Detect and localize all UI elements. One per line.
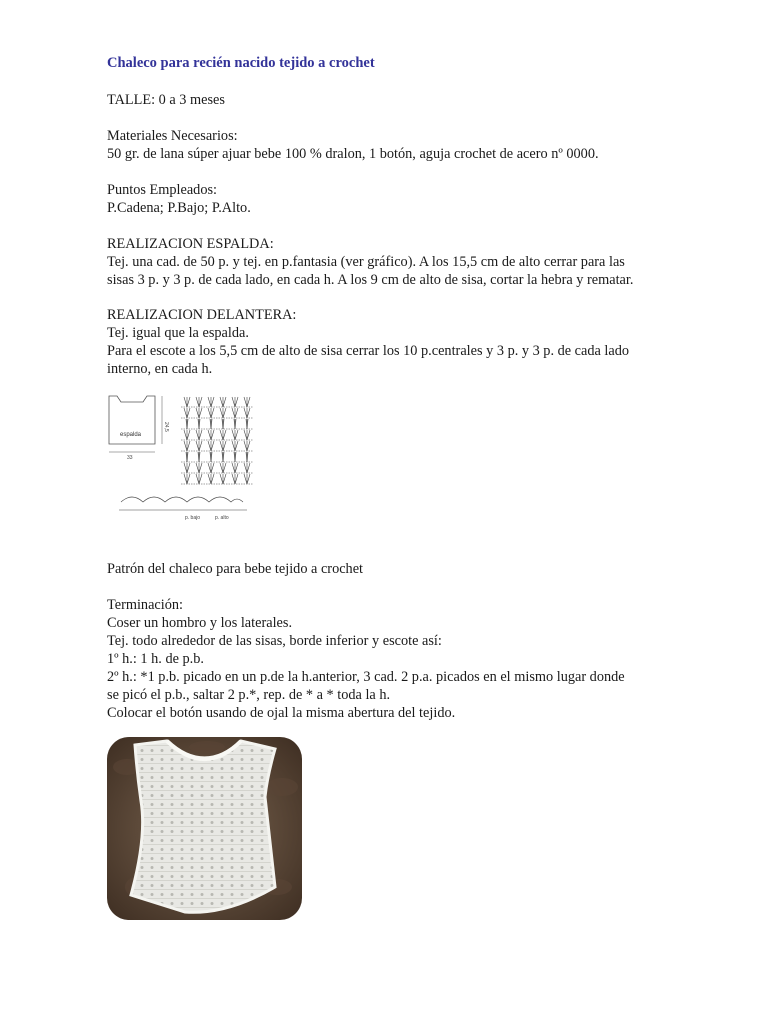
- schematic-panel-label: espalda: [120, 432, 142, 438]
- width-dimension-label: 33: [127, 455, 133, 461]
- chart-stitch: [184, 474, 187, 484]
- chart-stitch: [208, 430, 211, 440]
- vest-body: [131, 741, 275, 912]
- chart-stitch: [220, 463, 223, 473]
- chart-stitch: [184, 441, 187, 451]
- chart-stitch: [211, 463, 214, 473]
- chart-stitch: [187, 474, 190, 484]
- chart-stitch: [196, 397, 199, 407]
- delantera-line: Para el escote a los 5,5 cm de alto de sisa cerrar los 10 p.centrales y 3 p. y 3 p. de cada lado: [107, 343, 630, 359]
- chart-stitch: [232, 397, 235, 407]
- chart-stitch: [232, 463, 235, 473]
- chart-stitch: [196, 430, 199, 440]
- puntos-heading: Puntos Empleados:: [107, 182, 218, 198]
- chart-stitch: [211, 408, 214, 418]
- chart-stitch: [244, 441, 247, 451]
- chart-stitch: [220, 430, 223, 440]
- chart-stitch: [208, 441, 211, 451]
- terminacion-line: Coser un hombro y los laterales.: [107, 615, 293, 631]
- crochet-pattern-diagram: [107, 392, 259, 540]
- chart-stitch: [232, 441, 235, 451]
- legend-label-p-bajo: p. bajo: [185, 515, 201, 521]
- espalda-heading: REALIZACION ESPALDA:: [107, 236, 274, 252]
- chart-stitch: [244, 430, 247, 440]
- chart-stitch: [235, 408, 238, 418]
- chart-stitch: [196, 441, 199, 451]
- chart-stitch: [247, 430, 250, 440]
- chart-stitch: [235, 397, 238, 407]
- delantera-line: Tej. igual que la espalda.: [107, 325, 249, 341]
- chart-stitch: [199, 474, 202, 484]
- chart-stitch: [199, 397, 202, 407]
- chart-stitch: [223, 397, 226, 407]
- chart-stitch: [232, 408, 235, 418]
- terminacion-line: se picó el p.b., saltar 2 p.*, rep. de * a * toda la h.: [107, 687, 391, 703]
- chart-stitch: [196, 408, 199, 418]
- stitch-chart: [181, 397, 253, 484]
- chart-stitch: [223, 430, 226, 440]
- talle-text: TALLE: 0 a 3 meses: [107, 92, 225, 108]
- chart-stitch: [247, 408, 250, 418]
- chart-stitch: [184, 463, 187, 473]
- chart-stitch: [211, 474, 214, 484]
- chart-stitch: [223, 408, 226, 418]
- chart-stitch: [247, 397, 250, 407]
- chart-stitch: [232, 430, 235, 440]
- chart-stitch: [199, 441, 202, 451]
- chart-stitch: [247, 463, 250, 473]
- diagram-caption: Patrón del chaleco para bebe tejido a crochet: [107, 561, 364, 577]
- chart-stitch: [235, 430, 238, 440]
- chart-stitch: [208, 463, 211, 473]
- chart-stitch: [199, 430, 202, 440]
- materiales-heading: Materiales Necesarios:: [107, 128, 238, 144]
- chart-stitch: [208, 474, 211, 484]
- chart-stitch: [244, 408, 247, 418]
- chart-stitch: [235, 463, 238, 473]
- chart-stitch: [223, 474, 226, 484]
- chart-stitch: [199, 463, 202, 473]
- terminacion-line: 2º h.: *1 p.b. picado en un p.de la h.anterior, 3 cad. 2 p.a. picados en el mismo lugar donde: [107, 669, 625, 685]
- chart-stitch: [235, 474, 238, 484]
- chart-stitch: [223, 463, 226, 473]
- delantera-heading: REALIZACION DELANTERA:: [107, 307, 297, 323]
- document-title: Chaleco para recién nacido tejido a crochet: [107, 55, 375, 71]
- terminacion-line: Colocar el botón usando de ojal la misma abertura del tejido.: [107, 705, 456, 721]
- chart-stitch: [187, 441, 190, 451]
- vest-photo: [107, 737, 302, 920]
- chart-stitch: [244, 463, 247, 473]
- terminacion-heading: Terminación:: [107, 597, 184, 613]
- chart-stitch: [220, 408, 223, 418]
- chart-stitch: [220, 474, 223, 484]
- espalda-line: Tej. una cad. de 50 p. y tej. en p.fantasia (ver gráfico). A los 15,5 cm de alto cerrar para las: [107, 254, 625, 270]
- chart-stitch: [235, 441, 238, 451]
- chart-stitch: [184, 408, 187, 418]
- chart-stitch: [211, 397, 214, 407]
- legend-curve: [121, 497, 243, 502]
- chart-stitch: [208, 408, 211, 418]
- chart-stitch: [223, 441, 226, 451]
- chart-stitch: [187, 408, 190, 418]
- chart-stitch: [184, 430, 187, 440]
- materiales-text: 50 gr. de lana súper ajuar bebe 100 % dralon, 1 botón, aguja crochet de acero nº 0000.: [107, 146, 599, 162]
- legend-label-p-alto: p. alto: [215, 515, 229, 521]
- chart-stitch: [187, 463, 190, 473]
- chart-stitch: [184, 397, 187, 407]
- chart-stitch: [196, 463, 199, 473]
- height-dimension-label: 24,5: [163, 422, 169, 432]
- stitch-legend: [119, 497, 247, 510]
- chart-stitch: [187, 397, 190, 407]
- terminacion-line: Tej. todo alrededor de las sisas, borde inferior y escote así:: [107, 633, 442, 649]
- chart-stitch: [247, 441, 250, 451]
- chart-stitch: [199, 408, 202, 418]
- chart-stitch: [244, 397, 247, 407]
- chart-stitch: [196, 474, 199, 484]
- chart-stitch: [187, 430, 190, 440]
- chart-stitch: [211, 430, 214, 440]
- vest-photo-image: [107, 737, 302, 920]
- terminacion-line: 1º h.: 1 h. de p.b.: [107, 651, 204, 667]
- chart-stitch: [232, 474, 235, 484]
- espalda-line: sisas 3 p. y 3 p. de cada lado, en cada h. A los 9 cm de alto de sisa, cortar la hebra y rematar.: [107, 272, 634, 288]
- chart-stitch: [208, 397, 211, 407]
- chart-stitch: [211, 441, 214, 451]
- chart-stitch: [220, 397, 223, 407]
- chart-stitch: [244, 474, 247, 484]
- chart-stitch: [220, 441, 223, 451]
- puntos-text: P.Cadena; P.Bajo; P.Alto.: [107, 200, 251, 216]
- delantera-line: interno, en cada h.: [107, 361, 213, 377]
- chart-stitch: [247, 474, 250, 484]
